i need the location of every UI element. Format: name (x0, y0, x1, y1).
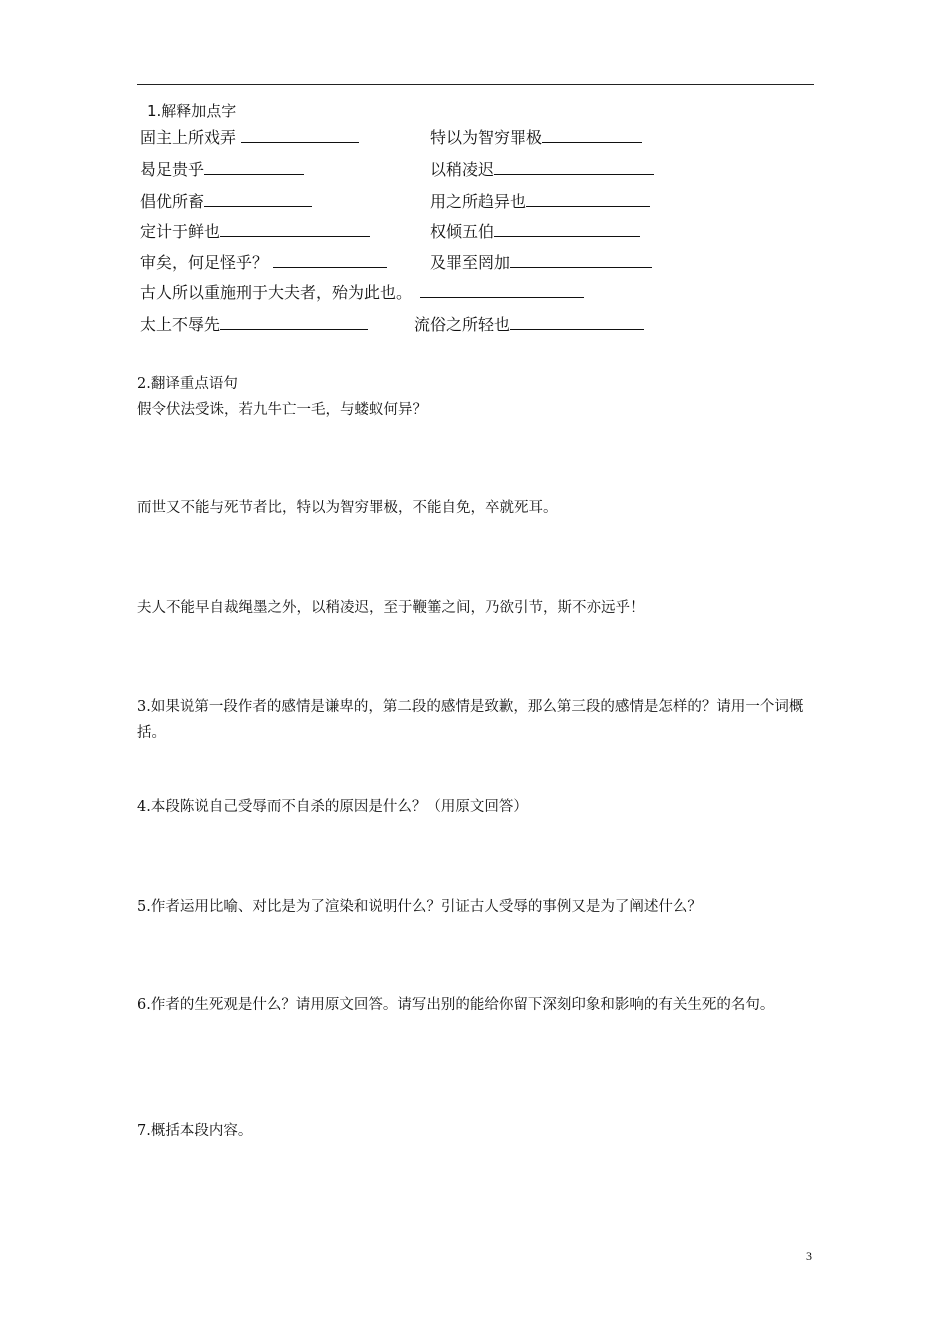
vocab-phrase: 定计于鲜也 (140, 222, 221, 241)
vocab-phrase: 倡优所畜 (140, 192, 205, 211)
question-3: 3.如果说第一段作者的感情是谦卑的，第二段的感情是致歉，那么第三段的感情是怎样的？请用一个词概括。 (137, 699, 804, 741)
vocab-item (140, 250, 387, 273)
vocab-phrase: 审矣，何足怪乎？ (140, 253, 269, 272)
vocab-phrase: 权倾五伯 (430, 222, 495, 241)
question-5: 5.作者运用比喻、对比是为了渲染和说明什么？引证古人受辱的事例又是为了阐述什么？ (137, 899, 702, 915)
vocab-phrase: 古人所以重施刑于大夫者，殆为此也。 (140, 283, 413, 302)
answer-blank[interactable] (526, 192, 650, 207)
vocab-phrase: 以稍凌迟 (430, 160, 495, 179)
answer-blank[interactable] (273, 253, 387, 268)
vocab-item (140, 312, 368, 335)
section-1-title: 1.解释加点字 (147, 102, 237, 120)
section-2-title: 2.翻译重点语句 (137, 376, 238, 392)
vocab-item (430, 125, 642, 148)
answer-blank[interactable] (420, 283, 584, 298)
vocab-phrase: 太上不辱先 (140, 315, 221, 334)
answer-blank[interactable] (204, 192, 312, 207)
translation-sentence: 而世又不能与死节者比，特以为智穷罪极，不能自免，卒就死耳。 (137, 500, 558, 516)
header-rule (137, 84, 814, 85)
page-number: 3 (806, 1249, 812, 1263)
question-4: 4.本段陈说自己受辱而不自杀的原因是什么？（用原文回答） (137, 799, 528, 815)
vocab-item (140, 189, 312, 212)
vocab-item (430, 250, 652, 273)
answer-blank[interactable] (494, 160, 654, 175)
question-6: 6.作者的生死观是什么？请用原文回答。请写出别的能给你留下深刻印象和影响的有关生死的名句。 (137, 997, 775, 1013)
vocab-item (140, 125, 359, 148)
translation-sentence: 假令伏法受诛，若九牛亡一毛，与蝼蚁何异？ (137, 402, 427, 418)
question-7: 7.概括本段内容。 (137, 1123, 253, 1139)
vocab-phrase: 及罪至罔加 (430, 253, 511, 272)
answer-blank[interactable] (510, 315, 644, 330)
answer-blank[interactable] (220, 222, 370, 237)
answer-blank[interactable] (241, 128, 359, 143)
vocab-phrase: 特以为智穷罪极 (430, 128, 543, 147)
vocab-item (140, 219, 370, 242)
vocab-phrase: 用之所趋异也 (430, 192, 527, 211)
vocab-item (414, 312, 644, 335)
translation-sentence: 夫人不能早自裁绳墨之外，以稍凌迟，至于鞭箠之间，乃欲引节，斯不亦远乎！ (137, 600, 645, 616)
answer-blank[interactable] (220, 315, 368, 330)
answer-blank[interactable] (204, 160, 304, 175)
vocab-item (430, 189, 650, 212)
vocab-phrase: 流俗之所轻也 (414, 315, 511, 334)
vocab-item (140, 157, 304, 180)
vocab-item (140, 280, 584, 303)
vocab-phrase: 固主上所戏弄 (140, 128, 237, 147)
vocab-phrase: 曷足贵乎 (140, 160, 205, 179)
answer-blank[interactable] (494, 222, 640, 237)
answer-blank[interactable] (510, 253, 652, 268)
vocab-item (430, 219, 640, 242)
vocab-item (430, 157, 654, 180)
answer-blank[interactable] (542, 128, 642, 143)
